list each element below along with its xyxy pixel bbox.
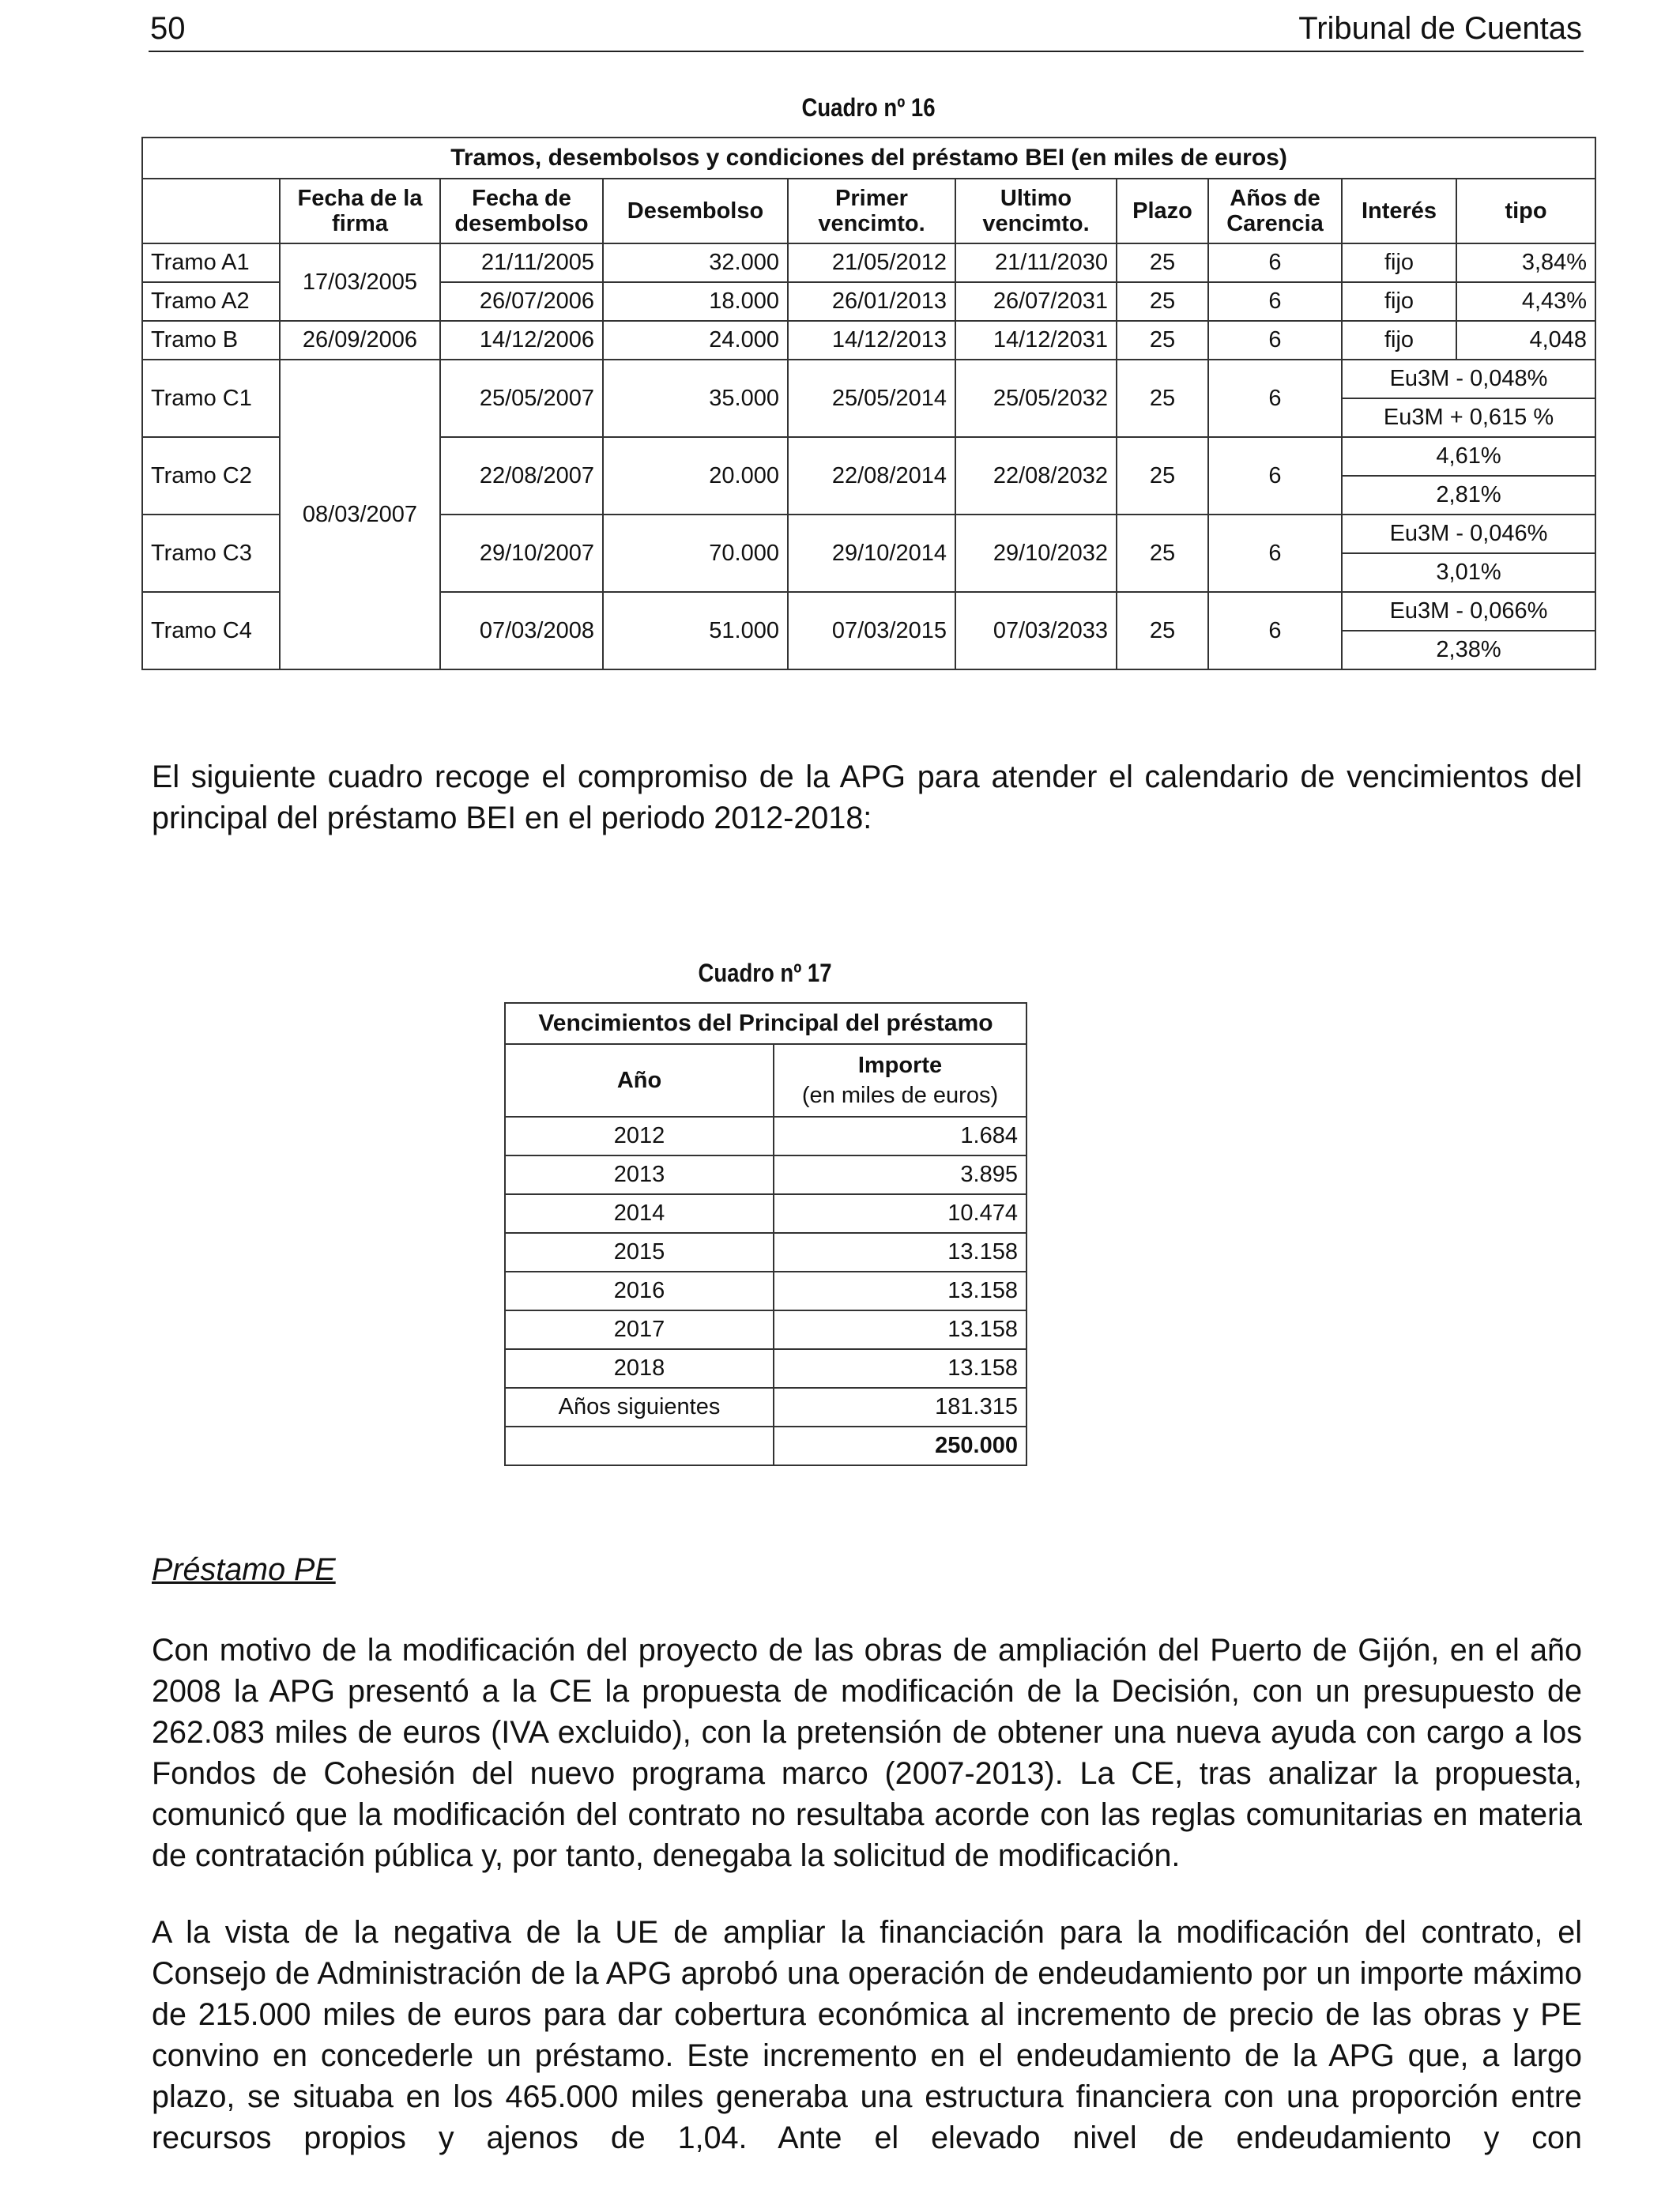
table-row <box>505 1310 1026 1349</box>
cell-carencia: 6 <box>1208 437 1342 515</box>
cell-year: 2016 <box>505 1272 774 1310</box>
cell-year: 2015 <box>505 1233 774 1272</box>
cell-desembolso: 51.000 <box>603 592 788 669</box>
cell-amount: 10.474 <box>774 1194 1026 1233</box>
table-total-row <box>505 1427 1026 1465</box>
cell-tipo: 4,048 <box>1456 321 1595 360</box>
cell-plazo: 25 <box>1117 437 1208 515</box>
cell-plazo: 25 <box>1117 592 1208 669</box>
table16-caption: Cuadro nº 16 <box>801 93 936 122</box>
cell-desembolso: 35.000 <box>603 360 788 437</box>
cell-fecha-desembolso: 29/10/2007 <box>440 515 603 592</box>
page-number: 50 <box>150 11 186 46</box>
cell-plazo: 25 <box>1117 515 1208 592</box>
header-fecha-desembolso: Fecha de desembolso <box>440 179 603 243</box>
table-row <box>505 1117 1026 1155</box>
cell-tramo: Tramo A1 <box>142 243 280 282</box>
cell-total: 250.000 <box>774 1427 1026 1465</box>
cell-ultimo: 21/11/2030 <box>955 243 1117 282</box>
cell-year: 2018 <box>505 1349 774 1388</box>
header-importe-label: Importe <box>857 1053 943 1078</box>
table-row <box>142 321 1595 360</box>
header-ano: Año <box>505 1044 774 1117</box>
table-row <box>142 360 1595 398</box>
cell-primer: 25/05/2014 <box>788 360 955 437</box>
header-importe <box>774 1044 1026 1117</box>
table17-principal-maturities <box>504 1002 1027 1466</box>
page-header <box>149 8 1584 52</box>
cell-amount: 13.158 <box>774 1233 1026 1272</box>
table-row <box>505 1349 1026 1388</box>
cell-tramo: Tramo C3 <box>142 515 280 592</box>
cell-primer: 22/08/2014 <box>788 437 955 515</box>
table-row <box>505 1194 1026 1233</box>
cell-fecha-firma: 17/03/2005 <box>280 243 440 321</box>
cell-ultimo: 26/07/2031 <box>955 282 1117 321</box>
cell-carencia: 6 <box>1208 243 1342 282</box>
cell-ultimo: 25/05/2032 <box>955 360 1117 437</box>
table-row <box>505 1388 1026 1427</box>
table-row <box>505 1272 1026 1310</box>
cell-fecha-desembolso: 25/05/2007 <box>440 360 603 437</box>
cell-rate-a: Eu3M - 0,066% <box>1342 592 1595 631</box>
header-fecha-firma: Fecha de la firma <box>280 179 440 243</box>
cell-tramo: Tramo A2 <box>142 282 280 321</box>
cell-amount: 3.895 <box>774 1155 1026 1194</box>
header-interes: Interés <box>1342 179 1456 243</box>
section-heading: Préstamo PE <box>152 1552 336 1587</box>
cell-tramo: Tramo C2 <box>142 437 280 515</box>
cell-fecha-desembolso: 07/03/2008 <box>440 592 603 669</box>
cell-ultimo: 07/03/2033 <box>955 592 1117 669</box>
cell-rate-b: 2,81% <box>1342 476 1595 515</box>
cell-amount: 181.315 <box>774 1388 1026 1427</box>
cell-amount: 13.158 <box>774 1272 1026 1310</box>
cell-interes: fijo <box>1342 282 1456 321</box>
cell-year: 2017 <box>505 1310 774 1349</box>
table-row <box>505 1233 1026 1272</box>
cell-primer: 21/05/2012 <box>788 243 955 282</box>
cell-ultimo: 14/12/2031 <box>955 321 1117 360</box>
cell-carencia: 6 <box>1208 321 1342 360</box>
cell-interes: fijo <box>1342 321 1456 360</box>
cell-desembolso: 70.000 <box>603 515 788 592</box>
cell-plazo: 25 <box>1117 360 1208 437</box>
cell-rate-b: Eu3M + 0,615 % <box>1342 398 1595 437</box>
cell-plazo: 25 <box>1117 282 1208 321</box>
table-row <box>505 1155 1026 1194</box>
cell-rate-b: 2,38% <box>1342 631 1595 669</box>
header-ultimo-vencimiento: Ultimo vencimto. <box>955 179 1117 243</box>
cell-primer: 29/10/2014 <box>788 515 955 592</box>
cell-plazo: 25 <box>1117 321 1208 360</box>
cell-rate-a: Eu3M - 0,046% <box>1342 515 1595 553</box>
table17-caption: Cuadro nº 17 <box>698 959 832 987</box>
cell-carencia: 6 <box>1208 282 1342 321</box>
cell-desembolso: 24.000 <box>603 321 788 360</box>
cell-year: 2013 <box>505 1155 774 1194</box>
cell-fecha-desembolso: 22/08/2007 <box>440 437 603 515</box>
cell-carencia: 6 <box>1208 360 1342 437</box>
header-tramo <box>142 179 280 243</box>
cell-tramo: Tramo B <box>142 321 280 360</box>
cell-plazo: 25 <box>1117 243 1208 282</box>
cell-ultimo: 29/10/2032 <box>955 515 1117 592</box>
cell-rate-a: Eu3M - 0,048% <box>1342 360 1595 398</box>
cell-tipo: 4,43% <box>1456 282 1595 321</box>
cell-ultimo: 22/08/2032 <box>955 437 1117 515</box>
paragraph-2: A la vista de la negativa de la UE de ampliar la financiación para la modificación del contrato, el Consejo de Administración de la APG aprobó una operación de endeudamiento por un importe máximo de 215.000 miles de euros para dar cobertura económica al incremento de precio de las obras y PE convino en concederle un préstamo. Este incremento en el endeudamiento de la APG que, a largo plazo, se situaba en los 465.000 miles generaba una estructura financiera con una proporción entre recursos propios y ajenos de 1,04. Ante el elevado nivel de endeudamiento y con <box>152 1915 1582 2155</box>
cell-carencia: 6 <box>1208 592 1342 669</box>
cell-fecha-firma: 26/09/2006 <box>280 321 440 360</box>
table16-title: Tramos, desembolsos y condiciones del préstamo BEI (en miles de euros) <box>142 138 1595 179</box>
cell-primer: 07/03/2015 <box>788 592 955 669</box>
table-row <box>142 243 1595 282</box>
header-importe-unit: (en miles de euros) <box>801 1083 999 1108</box>
cell-year: 2014 <box>505 1194 774 1233</box>
cell-fecha-firma: 08/03/2007 <box>280 360 440 669</box>
cell-fecha-desembolso: 21/11/2005 <box>440 243 603 282</box>
table16-loan-tranches <box>141 137 1596 670</box>
header-organization: Tribunal de Cuentas <box>1298 11 1582 46</box>
cell-interes: fijo <box>1342 243 1456 282</box>
cell-fecha-desembolso: 14/12/2006 <box>440 321 603 360</box>
cell-tramo: Tramo C1 <box>142 360 280 437</box>
cell-primer: 26/01/2013 <box>788 282 955 321</box>
cell-total-label <box>505 1427 774 1465</box>
intro-paragraph: El siguiente cuadro recoge el compromiso de la APG para atender el calendario de vencimientos del principal del préstamo BEI en el periodo 2012-2018: <box>152 760 1582 835</box>
cell-amount: 13.158 <box>774 1349 1026 1388</box>
cell-rate-b: 3,01% <box>1342 553 1595 592</box>
cell-tipo: 3,84% <box>1456 243 1595 282</box>
cell-rate-a: 4,61% <box>1342 437 1595 476</box>
cell-primer: 14/12/2013 <box>788 321 955 360</box>
cell-amount: 13.158 <box>774 1310 1026 1349</box>
cell-year: Años siguientes <box>505 1388 774 1427</box>
cell-carencia: 6 <box>1208 515 1342 592</box>
header-anos-carencia: Años de Carencia <box>1208 179 1342 243</box>
cell-fecha-desembolso: 26/07/2006 <box>440 282 603 321</box>
paragraph-1: Con motivo de la modificación del proyecto de las obras de ampliación del Puerto de Gijón, en el año 2008 la APG presentó a la CE la propuesta de modificación de la Decisión, con un presupuesto de 262.083 miles de euros (IVA excluido), con la pretensión de obtener una nueva ayuda con cargo a los Fondos de Cohesión del nuevo programa marco (2007-2013). La CE, tras analizar la propuesta, comunicó que la modificación del contrato no resultaba acorde con las reglas comunitarias en materia de contratación pública y, por tanto, denegaba la solicitud de modificación. <box>152 1633 1582 1873</box>
cell-year: 2012 <box>505 1117 774 1155</box>
cell-tramo: Tramo C4 <box>142 592 280 669</box>
header-desembolso: Desembolso <box>603 179 788 243</box>
cell-desembolso: 18.000 <box>603 282 788 321</box>
header-plazo: Plazo <box>1117 179 1208 243</box>
header-primer-vencimiento: Primer vencimto. <box>788 179 955 243</box>
table17-title: Vencimientos del Principal del préstamo <box>505 1003 1026 1044</box>
cell-desembolso: 20.000 <box>603 437 788 515</box>
cell-desembolso: 32.000 <box>603 243 788 282</box>
header-tipo: tipo <box>1456 179 1595 243</box>
cell-amount: 1.684 <box>774 1117 1026 1155</box>
